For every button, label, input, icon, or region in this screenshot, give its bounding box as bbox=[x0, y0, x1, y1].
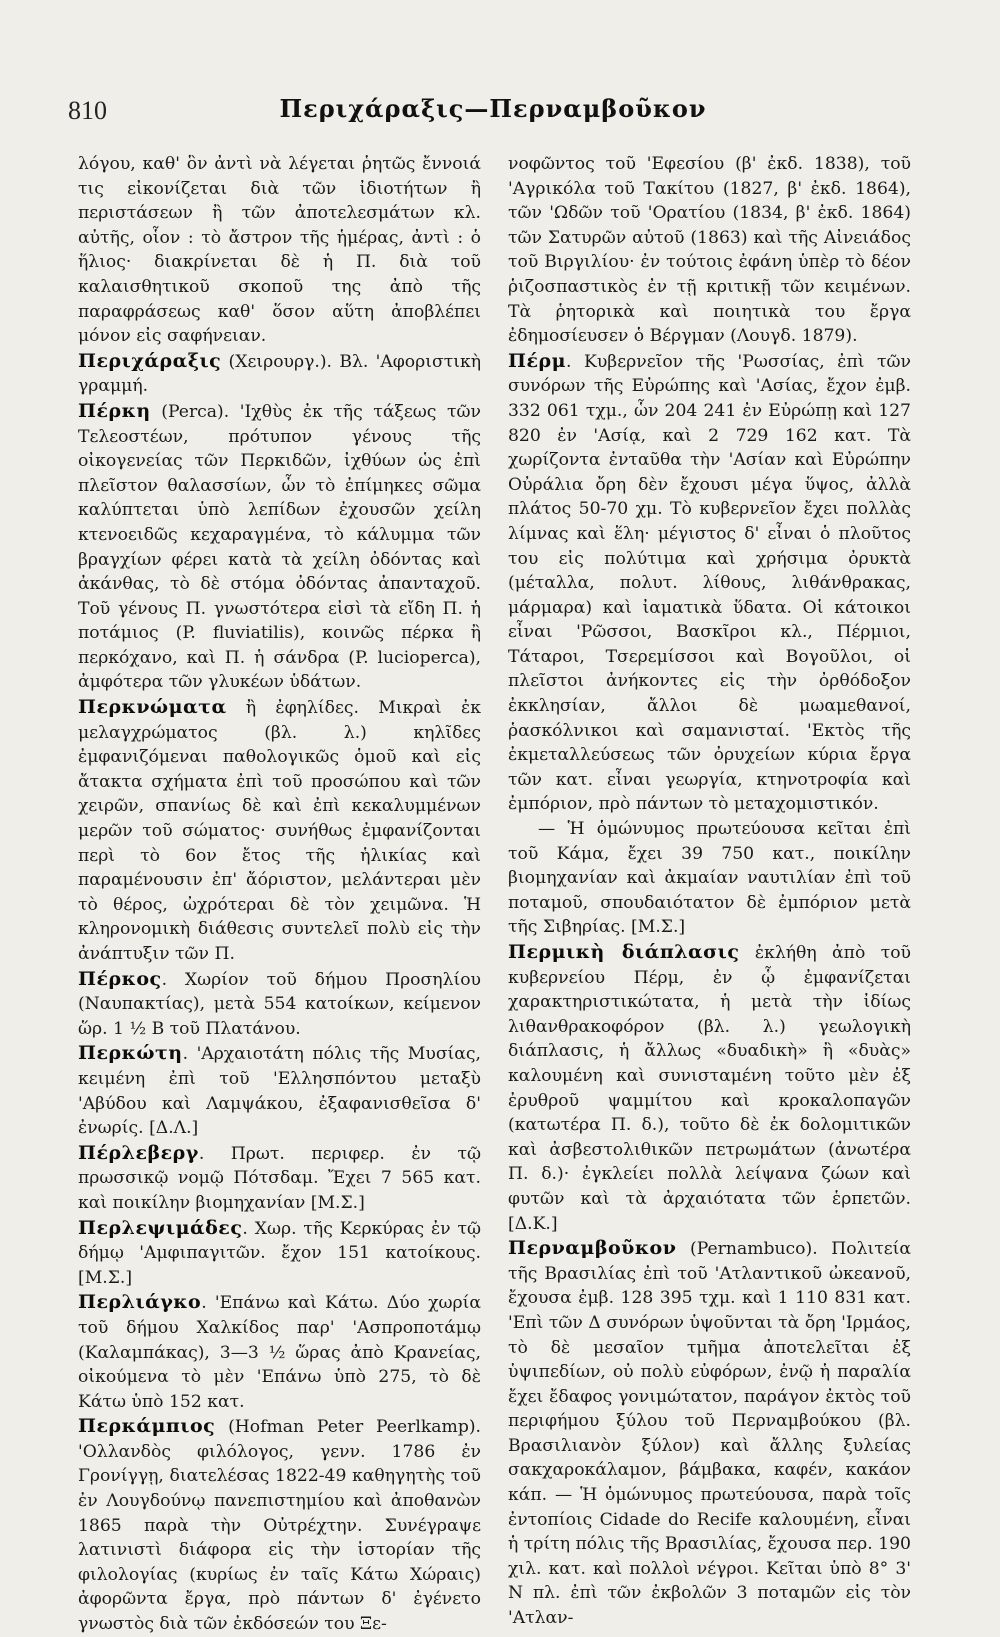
entry-paragraph bbox=[78, 152, 481, 349]
entry-text: νοφῶντος τοῦ 'Εφεσίου (β' ἐκδ. 1838), τοῦ 'Αγρικόλα τοῦ Τακίτου (1827, β' ἐκδ. 1864), τῶν 'Ωδῶν τοῦ 'Ορατίου (1834, β' ἐκδ. 1864) τῶν Σατυρῶν αὐτοῦ (1863) καὶ τῆς Αἰνειάδος τοῦ Βιργιλίου· ἐν τούτοις ἐφάνη ὑπὲρ τὸ δέον ῥιζοσπαστικὸς ἐν τῇ κριτικῇ τῶν κειμένων. Τὰ ῥητορικὰ καὶ ποιητικὰ του ἔργα ἐδημοσίευσεν ὁ Βέργμαν (Λουγδ. 1879). bbox=[508, 154, 911, 347]
entry-headword: Πέρμ bbox=[508, 349, 567, 372]
right-column bbox=[508, 152, 911, 1631]
entry-text: ἐκλήθη ἀπὸ τοῦ κυβερνείου Πέρμ, ἐν ᾧ ἐμφανίζεται χαρακτηριστικώτατα, ἡ μετὰ τὴν ἰδίως λιθανθρακοφόρον (βλ. λ.) γεωλογικὴ διάπλασις, ἡ ἄλλως «δυαδικὴ» ἢ «δυὰς» καλουμένη καὶ συνισταμένη τοῦτο μὲν ἐξ ἐρυθροῦ ψαμμίτου καὶ κροκαλοπαγῶν (κατωτέρα Π. δ.), τοῦτο δὲ ἐκ δολομιτικῶν καὶ ἀσβεστολιθικῶν πετρωμάτων (ἀνωτέρα Π. δ.)· ἐγκλείει πολλὰ λείψανα ζώων καὶ φυτῶν καὶ τὰ ἀρχαιότατα τῶν ἑρπετῶν. [Δ.Κ.] bbox=[508, 943, 912, 1234]
page-header bbox=[68, 94, 918, 134]
dictionary-entry bbox=[78, 695, 481, 967]
entry-text: λόγου, καθ' ὃν ἀντὶ νὰ λέγεται ῥητῶς ἔννοιά τις εἰκονίζεται διὰ τῶν ἰδιοτήτων ἢ περιστάσεων ἢ τῶν ἀποτελεσμάτων κλ. αὐτῆς, οἷον : τὸ ἄστρον τῆς ἡμέρας, ἀντὶ : ὁ ἥλιος· διακρίνεται δὲ ἡ Π. διὰ τοῦ καλαισθητικοῦ σκοποῦ της ἀπὸ τῆς παραφράσεως καθ' ὅσον αὕτη ἀποβλέπει μόνον εἰς σαφήνειαν. bbox=[78, 154, 481, 347]
dictionary-entry bbox=[508, 349, 911, 817]
dictionary-entry bbox=[78, 399, 481, 695]
running-head: Περιχάραξις—Περναμβοῦκον bbox=[279, 94, 707, 123]
entry-text: ἢ ἐφηλίδες. Μικραὶ ἐκ μελαγχρώματος (βλ. λ.) κηλῖδες ἐμφανιζόμεναι παθολογικῶς ὁμοῦ καὶ εἰς ἄτακτα σχήματα ἐπὶ τοῦ προσώπου καὶ τῶν χειρῶν, σπανίως δὲ καὶ ἐπὶ κεκαλυμμένων μερῶν τοῦ σώματος· συνήθως ἐμφανίζονται περὶ τὸ 6ον ἔτος τῆς ἡλικίας καὶ παραμένουσιν ἐπ' ἄόριστον, μελάντεραι μὲν τὸ θέρος, ὠχρότεραι δὲ τὸν χειμῶνα. Ἡ κληρονομικὴ διάθεσις συντελεῖ πολὺ εἰς τὴν ἀνάπτυξιν τῶν Π. bbox=[78, 698, 481, 964]
entry-text: (Hofman Peter Peerlkamp). 'Ολλανδὸς φιλόλογος, γενν. 1786 ἐν Γρονίγγῃ, διατελέσας 1822-49 καθηγητὴς τοῦ ἐν Λουγδούνῳ πανεπιστημίου καὶ ἀποθανὼν 1865 παρὰ τὴν Οὐτρέχτην. Συνέγραψε λατινιστὶ διάφορα εἰς τὴν ἱστορίαν τῆς φιλολογίας (κυρίως ἐν ταῖς Κάτω Χώραις) ἀφορῶντα ἔργα, πρὸ πάντων δ' ἐγένετο γνωστὸς διὰ τῶν ἐκδόσεών του Ξε- bbox=[78, 1417, 481, 1635]
entry-headword: Πέρλεβεργ bbox=[78, 1141, 199, 1164]
entry-text: (Perca). 'Ιχθὺς ἐκ τῆς τάξεως τῶν Τελεοστέων, πρότυπον γένους τῆς οἰκογενείας τῶν Περκιδῶν, ἰχθύων ὡς ἐπὶ πλεῖστον θαλασσίων, ὧν τὸ ἐπίμηκες σῶμα καλύπτεται ὑπὸ λεπίδων ἐχουσῶν χείλη κτενοειδῶς κεχαραγμένα, τὸ κάλυμμα τῶν βραγχίων φέρει κατὰ τὰ χείλη ὀδόντας καὶ ἀκάνθας, τὸ δὲ στόμα ὀδόντας ἀπανταχοῦ. Τοῦ γένους Π. γνωστότερα εἰσὶ τὰ εἴδη Π. ἡ ποτάμιος (P. fluviatilis), κοινῶς πέρκα ἢ περκόχανο, καὶ Π. ἡ σάνδρα (P. lucioperca), ἀμφότερα τῶν γλυκέων ὑδάτων. bbox=[78, 401, 481, 693]
dictionary-entry bbox=[78, 349, 481, 399]
entry-text: (Pernambuco). Πολιτεία τῆς Βρασιλίας ἐπὶ τοῦ 'Ατλαντικοῦ ὠκεανοῦ, ἔχουσα ἐμβ. 128 395 τχμ. καὶ 1 110 831 κατ. 'Επὶ τῶν Δ συνόρων ὑψοῦνται τὰ ὄρη 'Ιρμάος, τὸ δὲ μεσαῖον τμῆμα ἀποτελεῖται ἐξ ὑψιπεδίων, οὐ πολὺ εὐφόρων, ἐνῷ ἡ παραλία ἔχει ἔδαφος γονιμώτατον, παράγον ἐκτὸς τοῦ περιφήμου ξύλου τοῦ Περναμβούκου (βλ. Βρασιλιανὸν ξύλον) καὶ ἄλλης ξυλείας σακχαροκάλαμον, βάμβακα, καφέν, κακάον κάπ. — Ἡ ὁμώνυμος πρωτεύουσα, παρὰ τοῖς ἐντοπίοις Cidade do Recife καλουμένη, εἶναι ἡ τρίτη πόλις τῆς Βρασιλίας, ἔχουσα περ. 190 χιλ. κατ. καὶ πολλοὶ νέγροι. Κεῖται ὑπὸ 8° 3' Ν πλ. ἐπὶ τῶν ἐκβολῶν 3 ποταμῶν εἰς τὸν 'Ατλαν- bbox=[508, 1239, 911, 1629]
dictionary-entry bbox=[508, 940, 911, 1236]
entry-headword: Περκνώματα bbox=[78, 696, 227, 719]
entry-text: . Χωρ. τῆς Κερκύρας ἐν τῷ δήμῳ 'Αμφιπαγιτῶν. ἔχον 151 κατοίκους. [Μ.Σ.] bbox=[78, 1218, 481, 1288]
entry-headword: Πέρκος bbox=[78, 967, 162, 990]
dictionary-entry bbox=[78, 1041, 481, 1140]
entry-paragraph bbox=[508, 152, 911, 349]
entry-headword: Πέρκη bbox=[78, 399, 151, 422]
left-column bbox=[78, 152, 481, 1637]
entry-text: . Χωρίον τοῦ δήμου Προσηλίου (Ναυπακτίας), μετὰ 554 κατοίκων, κείμενον ὥρ. 1 ½ Β τοῦ Πλατάνου. bbox=[78, 969, 481, 1039]
entry-text: (Χειρουργ.). Βλ. 'Αφοριστικὴ γραμμή. bbox=[78, 351, 481, 397]
entry-headword: Περμικὴ διάπλασις bbox=[508, 941, 740, 963]
entry-headword: Περναμβοῦκον bbox=[508, 1237, 677, 1260]
dictionary-entry bbox=[78, 1290, 481, 1414]
dictionary-entry bbox=[78, 1414, 481, 1636]
entry-text: . 'Αρχαιοτάτη πόλις τῆς Μυσίας, κειμένη ἐπὶ τοῦ 'Ελλησπόντου μεταξὺ 'Αβύδου καὶ Λαμψάκου, ἐξαφανισθεῖσα δ' ἐνωρίς. [Δ.Λ.] bbox=[78, 1044, 481, 1139]
entry-text: — Ἡ ὁμώνυμος πρωτεύουσα κεῖται ἐπὶ τοῦ Κάμα, ἔχει 39 750 κατ., ποικίλην βιομηχανίαν καὶ ἀκμαίαν ναυτιλίαν ἐπὶ τοῦ ποταμοῦ, σπουδαιότατον δὲ ἐμπόριον μετὰ τῆς Σιβηρίας. [Μ.Σ.] bbox=[508, 819, 911, 938]
entry-headword: Περλιάγκο bbox=[78, 1291, 202, 1314]
entry-headword: Περλεψιμάδες bbox=[78, 1216, 243, 1239]
entry-paragraph bbox=[508, 817, 911, 940]
entry-text: . 'Επάνω καὶ Κάτω. Δύο χωρία τοῦ δήμου Χαλκίδος παρ' 'Ασπροποτάμῳ (Καλαμπάκας), 3—3 ½ ὥρας ἀπὸ Κρανείας, οἰκούμενα τὸ μὲν 'Επάνω ὑπὸ 275, τὸ δὲ Κάτω ὑπὸ 152 κατ. bbox=[78, 1293, 481, 1412]
page-number: 810 bbox=[68, 96, 107, 125]
dictionary-entry bbox=[78, 1216, 481, 1291]
entry-headword: Περκάμπιος bbox=[78, 1415, 216, 1438]
entry-headword: Περκώτη bbox=[78, 1042, 183, 1065]
entry-headword: Περιχάραξις bbox=[78, 349, 222, 372]
entry-text: . Πρωτ. περιφερ. ἐν τῷ πρωσσικῷ νομῷ Πότσδαμ. Ἔχει 7 565 κατ. καὶ ποικίλην βιομηχανίαν [Μ.Σ.] bbox=[78, 1143, 481, 1213]
dictionary-entry bbox=[78, 1141, 481, 1216]
entry-text: . Κυβερνεῖον τῆς 'Ρωσσίας, ἐπὶ τῶν συνόρων τῆς Εὐρώπης καὶ 'Ασίας, ἔχον ἐμβ. 332 061 τχμ., ὧν 204 241 ἐν Εὐρώπῃ καὶ 127 820 ἐν 'Ασίᾳ, καὶ 2 729 162 κατ. Τὰ χωρίζοντα ἐνταῦθα τὴν 'Ασίαν καὶ Εὐρώπην Οὐράλια ὄρη δὲν ἔχουσι μέγα ὕψος, ἀλλὰ πλάτος 50-70 χμ. Τὸ κυβερνεῖον ἔχει πολλὰς λίμνας καὶ ἕλη· μέγιστος δ' εἶναι ὁ πλοῦτος του εἰς πολύτιμα καὶ χρήσιμα ὀρυκτὰ (μέταλλα, πολυτ. λίθους, λιθάνθρακας, μάρμαρα) καὶ ἰαματικὰ ὕδατα. Οἱ κάτοικοι εἶναι 'Ρῶσσοι, Βασκῖροι κλ., Πέρμιοι, Τάταροι, Τσερεμίσσοι καὶ Βογοῦλοι, οἱ πλεῖστοι ἀνήκοντες εἰς τὴν ὀρθόδοξον ἐκκλησίαν, ἄλλοι δὲ μωαμεθανοί, ῥασκόλνικοι καὶ σαμανισταί. 'Εκτὸς τῆς ἐκμεταλλεύσεως τῶν ὀρυχείων κύρια ἔργα τῶν κατ. εἶναι γεωργία, κτηνοτροφία καὶ ἐμπόριον, πρὸ πάντων τὸ μεταχομιστικόν. bbox=[508, 351, 911, 815]
dictionary-entry bbox=[78, 967, 481, 1042]
dictionary-entry bbox=[508, 1236, 911, 1631]
